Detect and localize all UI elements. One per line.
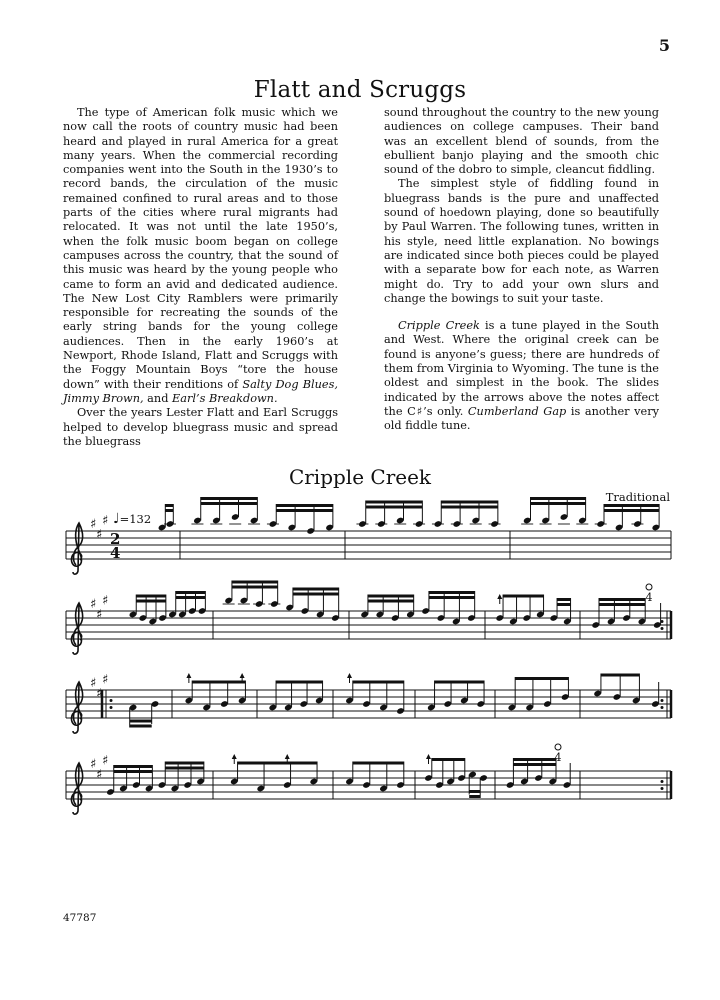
repeat-dot — [661, 780, 664, 783]
beam — [276, 504, 333, 507]
italic-title: Cripple Creek — [398, 319, 480, 333]
sharp-icon: ♯ — [102, 672, 109, 688]
beam — [513, 758, 556, 761]
italic-title: Salty Dog Blues, Jimmy Brown, — [63, 377, 338, 405]
beam — [114, 765, 153, 768]
time-signature-bottom: 4 — [110, 544, 121, 562]
beam — [503, 595, 544, 598]
beam-secondary — [599, 603, 645, 606]
repeat-dot — [110, 699, 113, 702]
beam — [366, 501, 423, 504]
beam — [165, 504, 173, 507]
beam — [435, 681, 485, 684]
slide-arrow-head-icon — [285, 754, 290, 759]
sharp-icon: ♯ — [96, 607, 103, 623]
sharp-icon: ♯ — [102, 753, 109, 769]
slide-arrow-head-icon — [232, 754, 237, 759]
piece-title: Cripple Creek — [288, 465, 432, 489]
time-signature-top: 2 — [110, 530, 121, 548]
beam-secondary — [176, 596, 206, 599]
slide-arrow-head-icon — [186, 673, 191, 678]
beam-secondary — [513, 763, 556, 766]
page-number: 5 — [658, 36, 670, 55]
tempo-value: =132 — [119, 512, 152, 526]
beam — [599, 598, 645, 601]
italic-title: Earl’s Breakdown. — [172, 391, 278, 405]
beam — [232, 581, 278, 584]
beam-secondary — [293, 593, 339, 596]
beam-secondary — [604, 509, 659, 512]
open-string-icon — [555, 744, 561, 750]
text-run: is another very old fiddle tune. — [384, 404, 660, 433]
beam — [276, 681, 323, 684]
repeat-dot — [661, 699, 664, 702]
beam — [136, 595, 166, 598]
beam — [293, 588, 339, 591]
text-run: is a tune played in the South and West. Where the original creek can be found is anyone’s guess; there are hundreds of them from Virginia to Wyoming. The tune is the oldest and simplest in the book. The slides indicated by the arrows above the notes affect the C♯’s only. — [384, 319, 659, 418]
beam — [176, 591, 206, 594]
slide-arrow-head-icon — [426, 754, 431, 759]
beam — [165, 762, 204, 765]
sharp-icon: ♯ — [102, 513, 109, 529]
beam — [530, 497, 585, 500]
repeat-dot — [661, 787, 664, 790]
beam — [368, 595, 414, 598]
beam-secondary — [557, 603, 571, 606]
text-run: sound throughout the country to the new young audiences on college campuses. Their band was an excellent blend of sounds, from the ebullient banjo playing and the smooth chic sound of the dobro to simple, cleancut fiddling. — [384, 106, 659, 177]
beam — [353, 762, 404, 765]
open-string-icon — [646, 584, 652, 590]
text-run: The type of American folk music which we now call the roots of country music had been heard and played in rural America for a great many years. When the commercial recording companies went into the South in the 1930’s to record bands, the circulation of the music remained confined to rural areas and to those parts of the cities where rural migrants had relocated. It was not until the late 1950’s, when the folk music boom began on college campuses across the country, that the sound of this music was heard by the young people who came to form an avid and dedicated audience. The New Lost City Ramblers were primarily responsible for recreating the sounds of the early string bands for the young college audiences. Then in the early 1960’s at Newport, Rhode Island, Flatt and Scruggs with the Foggy Mountain Boys “tore the house down” with their renditions of — [63, 106, 338, 391]
repeat-dot — [661, 627, 664, 630]
slide-arrow-head-icon — [497, 594, 502, 599]
beam-secondary — [130, 720, 152, 723]
beam-secondary — [136, 600, 166, 603]
beam-secondary — [232, 586, 278, 589]
beam — [429, 591, 475, 594]
beam-secondary — [469, 790, 480, 793]
beam-secondary — [201, 502, 258, 505]
article-title: Flatt and Scruggs — [253, 77, 467, 104]
composer-credit: Traditional — [605, 490, 670, 504]
beam — [130, 725, 152, 728]
text-run: and — [143, 391, 173, 405]
beam — [201, 497, 258, 500]
repeat-dot — [110, 706, 113, 709]
repeat-dot — [661, 706, 664, 709]
beam — [441, 501, 498, 504]
beam — [557, 598, 571, 601]
beam — [604, 504, 659, 507]
beam-secondary — [441, 506, 498, 509]
beam — [469, 795, 480, 798]
sharp-icon: ♯ — [96, 527, 103, 543]
slide-arrow-head-icon — [347, 673, 352, 678]
sharp-icon: ♯ — [96, 767, 103, 783]
beam-secondary — [114, 770, 153, 773]
text-run: Over the years Lester Flatt and Earl Scruggs helped to develop bluegrass music and spread the bluegrass — [63, 406, 338, 448]
beam — [353, 681, 404, 684]
beam-secondary — [530, 502, 585, 505]
beam-secondary — [165, 509, 173, 512]
fingering-number: 4 — [645, 591, 653, 604]
beam — [515, 677, 568, 680]
sharp-icon: ♯ — [90, 597, 97, 612]
fingering-number: 4 — [554, 751, 562, 764]
slide-arrow-head-icon — [240, 673, 245, 678]
beam-secondary — [429, 596, 475, 599]
beam — [432, 758, 465, 761]
publisher-number: 47787 — [63, 912, 97, 924]
beam-secondary — [366, 506, 423, 509]
beam — [238, 762, 317, 765]
beam-secondary — [276, 509, 333, 512]
sharp-icon: ♯ — [90, 676, 97, 691]
beam-secondary — [368, 600, 414, 603]
beam — [601, 674, 640, 677]
beam-secondary — [165, 767, 204, 770]
quarter-note-icon: ♩ — [113, 511, 120, 527]
sharp-icon: ♯ — [90, 517, 97, 532]
sharp-icon: ♯ — [102, 593, 109, 609]
italic-title: Cumberland Gap — [467, 404, 567, 418]
sharp-icon: ♯ — [90, 757, 97, 772]
sharp-icon: ♯ — [96, 686, 103, 702]
text-run: The simplest style of fiddling found in bluegrass bands is the pure and unaffected sound of hoedown playing, done so beautifully by Paul Warren. The following tunes, written in his style, need little explanation. No bowings are indicated since both pieces could be played with a separate bow for each note, as Warren might do. Try to add your own slurs and change the bowings to suit your taste. — [384, 177, 659, 305]
beam — [192, 681, 245, 684]
